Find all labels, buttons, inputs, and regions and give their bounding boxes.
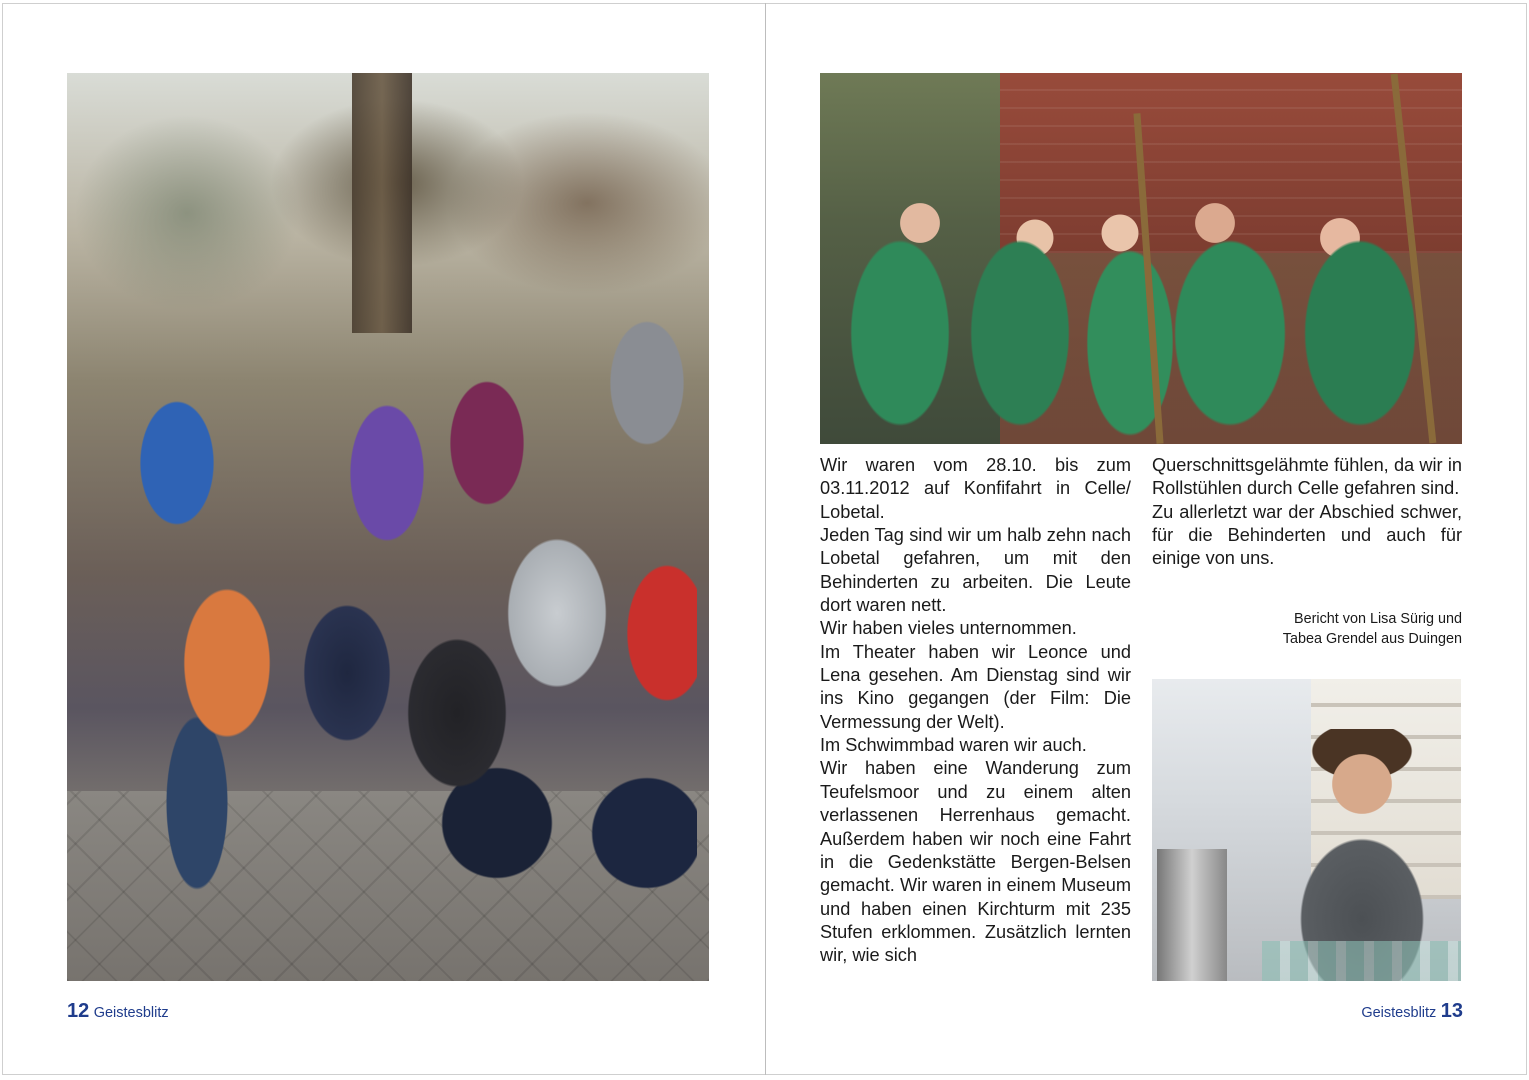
byline-line: Bericht von Lisa Sürig und xyxy=(1294,611,1462,627)
article-paragraph: Wir haben eine Wanderung zum Teufelsmoor und zu einem alten verlassenen Herrenhaus gemacht. Außerdem haben wir noch eine Fahrt in die Gedenkstätte Bergen-Belsen gemacht. Wir waren in einem Museum und haben einen Kirchturm mit 235 Stufen erklommen. Zusätzlich lernten wir, wie sich xyxy=(820,758,1131,966)
article-paragraph: Jeden Tag sind wir um halb zehn nach Lobetal gefahren, um mit den Behinderten zu arbeiten. Die Leute dort waren nett. xyxy=(820,525,1131,616)
group-photo xyxy=(67,73,709,981)
article-column-left xyxy=(820,454,1131,968)
magazine-name: Geistesblitz xyxy=(93,1005,169,1021)
article-paragraph: Zu allerletzt war der Abschied schwer, für die Behinderten und auch für einige von uns. xyxy=(1152,501,1462,569)
article-column-right xyxy=(1152,454,1462,571)
boy-photo xyxy=(1152,679,1461,981)
right-page-folio xyxy=(1361,1000,1463,1023)
article-paragraph: Querschnittsgelähmte fühlen, da wir in Rollstühlen durch Celle gefahren sind. xyxy=(1152,455,1462,499)
byline-line: Tabea Grendel aus Duingen xyxy=(1282,631,1462,647)
article-paragraph: Im Theater haben wir Leonce und Lena gesehen. Am Dienstag sind wir ins Kino gegangen (der Film: Die Vermessung der Welt). xyxy=(820,641,1131,732)
article-byline xyxy=(1152,609,1462,649)
page-number: 12 xyxy=(67,1000,90,1022)
page-number: 13 xyxy=(1440,1000,1463,1022)
article-paragraph: Im Schwimmbad waren wir auch. xyxy=(820,735,1087,756)
left-page-folio xyxy=(67,1000,169,1023)
article-paragraph: Wir waren vom 28.10. bis zum 03.11.2012 auf Konfifahrt in Celle/ Lobetal. xyxy=(820,455,1131,522)
magazine-name: Geistesblitz xyxy=(1361,1005,1437,1021)
glass-jars xyxy=(1262,941,1461,981)
article-paragraph: Wir haben vieles unternommen. xyxy=(820,618,1077,639)
page-gutter xyxy=(765,3,766,1075)
metal-pot xyxy=(1157,849,1227,981)
group-of-people xyxy=(87,243,697,943)
workers-photo xyxy=(820,73,1462,444)
